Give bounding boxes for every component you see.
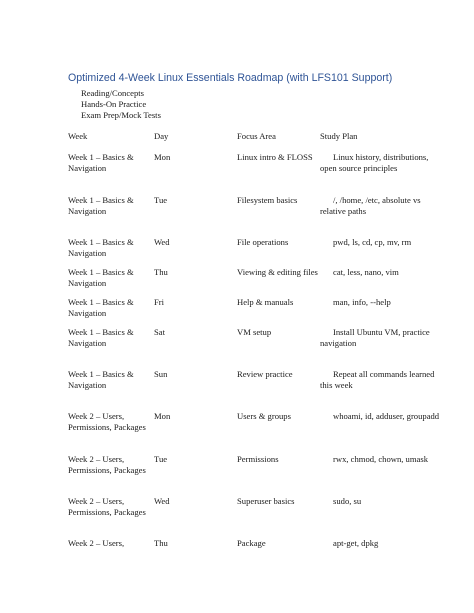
focus-cell: Review practice xyxy=(237,369,293,379)
focus-cell: Permissions xyxy=(237,454,279,464)
day-cell: Wed xyxy=(154,496,170,506)
day-cell: Thu xyxy=(154,538,168,548)
day-cell: Tue xyxy=(154,195,168,205)
day-cell: Tue xyxy=(154,454,168,464)
focus-cell: VM setup xyxy=(237,327,272,337)
focus-cell: Users & groups xyxy=(237,411,291,421)
header-plan: Study Plan xyxy=(320,131,358,141)
plan-text: Repeat all commands learned this week xyxy=(320,369,435,390)
day-cell: Sun xyxy=(154,369,168,379)
header-day: Day xyxy=(154,131,169,141)
plan-cell xyxy=(320,237,440,248)
plan-text: cat, less, nano, vim xyxy=(333,267,399,277)
plan-text: Linux history, distributions, open source principles xyxy=(320,152,429,173)
week-cell: Week 1 – Basics & Navigation xyxy=(68,152,134,173)
plan-text: rwx, chmod, chown, umask xyxy=(333,454,428,464)
day-cell: Mon xyxy=(154,411,171,421)
week-cell: Week 1 – Basics & Navigation xyxy=(68,369,134,390)
week-cell: Week 2 – Users, Permissions, Packages xyxy=(68,411,146,432)
roadmap-title: Optimized 4-Week Linux Essentials Roadmap (with LFS101 Support) xyxy=(68,72,393,84)
plan-cell xyxy=(320,267,440,278)
legend-item: Hands-On Practice xyxy=(81,99,147,109)
day-cell: Sat xyxy=(154,327,165,337)
plan-text: whoami, id, adduser, groupadd xyxy=(333,411,440,421)
week-cell: Week 1 – Basics & Navigation xyxy=(68,195,134,216)
week-cell: Week 1 – Basics & Navigation xyxy=(68,237,134,258)
focus-cell: Viewing & editing files xyxy=(237,267,318,277)
legend xyxy=(81,88,161,121)
plan-cell xyxy=(320,538,440,549)
focus-cell: Help & manuals xyxy=(237,297,294,307)
week-cell: Week 2 – Users, Permissions, Packages xyxy=(68,496,146,517)
plan-text: Install Ubuntu VM, practice navigation xyxy=(320,327,430,348)
plan-cell xyxy=(320,496,440,507)
legend-item: Reading/Concepts xyxy=(81,88,145,98)
plan-cell xyxy=(320,327,440,349)
day-cell: Mon xyxy=(154,152,171,162)
week-cell: Week 1 – Basics & Navigation xyxy=(68,297,134,318)
header-focus: Focus Area xyxy=(237,131,276,141)
plan-cell xyxy=(320,195,440,217)
legend-item: Exam Prep/Mock Tests xyxy=(81,110,161,120)
focus-cell: Filesystem basics xyxy=(237,195,298,205)
plan-cell xyxy=(320,369,440,391)
plan-text: apt-get, dpkg xyxy=(333,538,379,548)
plan-cell xyxy=(320,411,440,422)
week-cell: Week 2 – Users, xyxy=(68,538,125,548)
focus-cell: File operations xyxy=(237,237,289,247)
header-week: Week xyxy=(68,131,88,141)
week-cell: Week 1 – Basics & Navigation xyxy=(68,267,134,288)
week-cell: Week 2 – Users, Permissions, Packages xyxy=(68,454,146,475)
focus-cell: Superuser basics xyxy=(237,496,295,506)
day-cell: Thu xyxy=(154,267,168,277)
day-cell: Wed xyxy=(154,237,170,247)
plan-text: /, /home, /etc, absolute vs relative paths xyxy=(320,195,421,216)
plan-text: pwd, ls, cd, cp, mv, rm xyxy=(333,237,412,247)
day-cell: Fri xyxy=(154,297,165,307)
plan-cell xyxy=(320,454,440,465)
plan-cell xyxy=(320,297,440,308)
focus-cell: Linux intro & FLOSS xyxy=(237,152,313,162)
week-cell: Week 1 – Basics & Navigation xyxy=(68,327,134,348)
plan-text: sudo, su xyxy=(333,496,362,506)
plan-cell xyxy=(320,152,440,174)
focus-cell: Package xyxy=(237,538,266,548)
plan-text: man, info, --help xyxy=(333,297,391,307)
